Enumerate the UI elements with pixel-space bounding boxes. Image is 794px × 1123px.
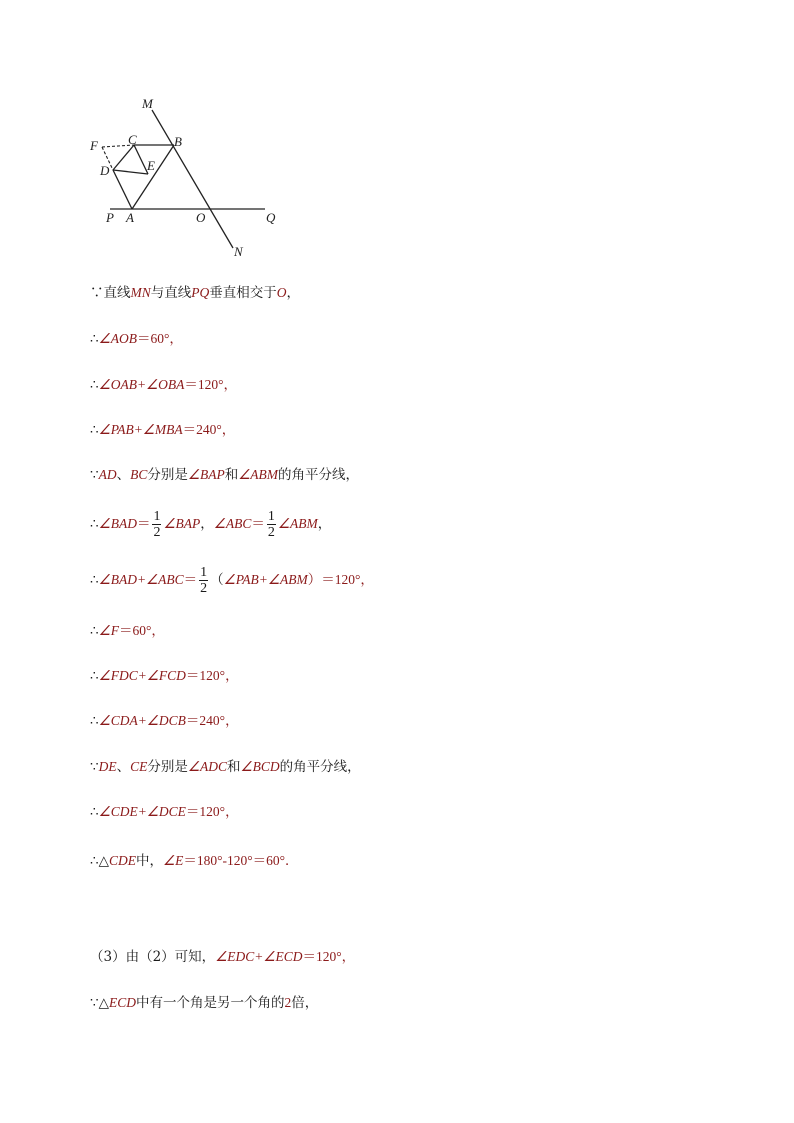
label-d: D bbox=[100, 163, 110, 178]
label-f: F bbox=[90, 138, 98, 153]
segment-dc bbox=[113, 145, 134, 170]
proof-line-15: ∵△ECD中有一个角是另一个角的2倍， bbox=[90, 995, 319, 1011]
proof-line-8: ∴∠F＝60°， bbox=[90, 623, 165, 639]
proof-line-9: ∴∠FDC+∠FCD＝120°， bbox=[90, 668, 239, 684]
proof-line-13: ∴△CDE中，∠E＝180°-120°＝60°． bbox=[90, 853, 299, 869]
segment-ce bbox=[134, 145, 148, 174]
proof-line-14: （3）由（2）可知，∠EDC+∠ECD＝120°， bbox=[90, 949, 356, 965]
proof-line-6: ∴∠BAD＝ $\frac{1}{2}$ ∠BAP，∠ABC＝ $\frac{1}{2}$ ∠ABM， bbox=[90, 509, 332, 540]
label-p: P bbox=[106, 210, 114, 225]
proof-line-11: ∵DE、CE分别是∠ADC和∠BCD的角平分线， bbox=[90, 759, 361, 775]
fraction-half: $\frac{1}{2}$ bbox=[153, 509, 161, 540]
proof-line-5: ∵AD、BC分别是∠BAP和∠ABM的角平分线， bbox=[90, 467, 360, 483]
segment-de bbox=[113, 170, 148, 174]
label-b: B bbox=[174, 134, 182, 149]
proof-line-2: ∴∠AOB＝60°， bbox=[90, 331, 183, 347]
proof-line-12: ∴∠CDE+∠DCE＝120°， bbox=[90, 804, 239, 820]
proof-line-10: ∴∠CDA+∠DCB＝240°， bbox=[90, 713, 239, 729]
proof-line-1: ∵直线MN与直线PQ垂直相交于O， bbox=[90, 285, 300, 301]
label-o: O bbox=[196, 210, 206, 225]
segment-da bbox=[113, 170, 132, 209]
geometry-figure bbox=[80, 88, 300, 263]
label-m: M bbox=[142, 96, 153, 111]
fraction-half: $\frac{1}{2}$ bbox=[200, 565, 208, 596]
label-q: Q bbox=[266, 210, 276, 225]
label-n: N bbox=[234, 244, 243, 259]
proof-line-4: ∴∠PAB+∠MBA＝240°， bbox=[90, 422, 236, 438]
proof-line-7: ∴∠BAD+∠ABC＝ $\frac{1}{2}$ （∠PAB+∠ABM）＝120°， bbox=[90, 565, 374, 596]
proof-line-3: ∴∠OAB+∠OBA＝120°， bbox=[90, 377, 238, 393]
label-a: A bbox=[126, 210, 134, 225]
label-e: E bbox=[147, 158, 155, 173]
fraction-half: $\frac{1}{2}$ bbox=[267, 509, 275, 540]
label-c: C bbox=[128, 132, 137, 147]
line-mn bbox=[152, 110, 233, 248]
